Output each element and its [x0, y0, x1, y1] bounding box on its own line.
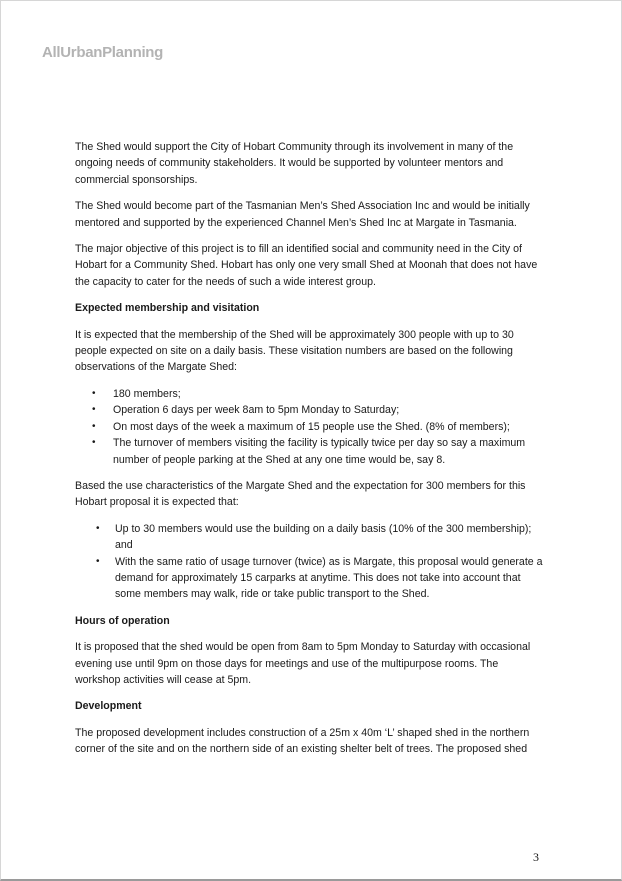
paragraph: The Shed would support the City of Hobart Community through its involvement in many of the ongoing needs of community stakeholders. It would be supported by volunteer mentors and commercial sponsorships. — [75, 141, 514, 186]
bullet-icon: • — [92, 437, 96, 449]
page-number: 3 — [533, 850, 539, 864]
list-item-text: With the same ratio of usage turnover (twice) as is Margate, this proposal would generate a demand for approximately 15 carparks at anytime. This does not take into account that some members may walk, ride or take public transport to the Shed. — [115, 555, 543, 601]
list-item-text: On most days of the week a maximum of 15 people use the Shed. (8% of members); — [113, 420, 510, 433]
list-item-text: 180 members; — [113, 387, 181, 400]
list-item — [75, 386, 545, 402]
list-item-text: The turnover of members visiting the facility is typically twice per day so say a maximum number of people parking at the Shed at any one time would be, say 8. — [113, 437, 526, 466]
list-item-text: Operation 6 days per week 8am to 5pm Monday to Saturday; — [113, 404, 400, 417]
section-heading-membership: Expected membership and visitation — [75, 302, 260, 315]
list-item — [75, 521, 545, 554]
hobart-expectations-list — [75, 521, 545, 603]
company-logo: AllUrbanPlanning — [42, 44, 164, 61]
paragraph: The major objective of this project is to fill an identified social and community need in the City of Hobart for a Community Shed. Hobart has only one very small Shed at Moonah that does not have the capacity to cater for the needs of such a wide interest group. — [75, 243, 538, 288]
paragraph: It is proposed that the shed would be open from 8am to 5pm Monday to Saturday with occasional evening use until 9pm on those days for meetings and use of the multipurpose rooms. The workshop activities will cease at 5pm. — [75, 641, 531, 686]
paragraph: The proposed development includes construction of a 25m x 40m ‘L’ shaped shed in the northern corner of the site and on the northern side of an existing shelter belt of trees. The proposed shed — [75, 726, 530, 756]
list-item — [75, 419, 545, 435]
list-item-text: Up to 30 members would use the building on a daily basis (10% of the 300 membership); and — [115, 522, 532, 552]
bullet-icon: • — [92, 387, 96, 399]
section-heading-hours: Hours of operation — [75, 614, 170, 627]
bullet-icon: • — [96, 555, 100, 567]
bullet-icon: • — [92, 420, 96, 432]
paragraph: It is expected that the membership of the Shed will be approximately 300 people with up to 30 people expected on site on a daily basis. These visitation numbers are based on the following observations of the Margate Shed: — [75, 328, 514, 374]
list-item — [75, 402, 545, 418]
paragraph: Based the use characteristics of the Margate Shed and the expectation for 300 members for this Hobart proposal it is expected that: — [75, 479, 526, 509]
margate-observations-list — [75, 386, 545, 468]
section-heading-development: Development — [75, 700, 142, 713]
bullet-icon: • — [96, 522, 100, 534]
list-item — [75, 435, 545, 468]
paragraph: The Shed would become part of the Tasmanian Men’s Shed Association Inc and would be initially mentored and supported by the experienced Channel Men’s Shed Inc at Margate in Tasmania. — [75, 200, 530, 229]
document-body — [75, 139, 545, 768]
bullet-icon: • — [92, 404, 96, 416]
list-item — [75, 554, 545, 603]
